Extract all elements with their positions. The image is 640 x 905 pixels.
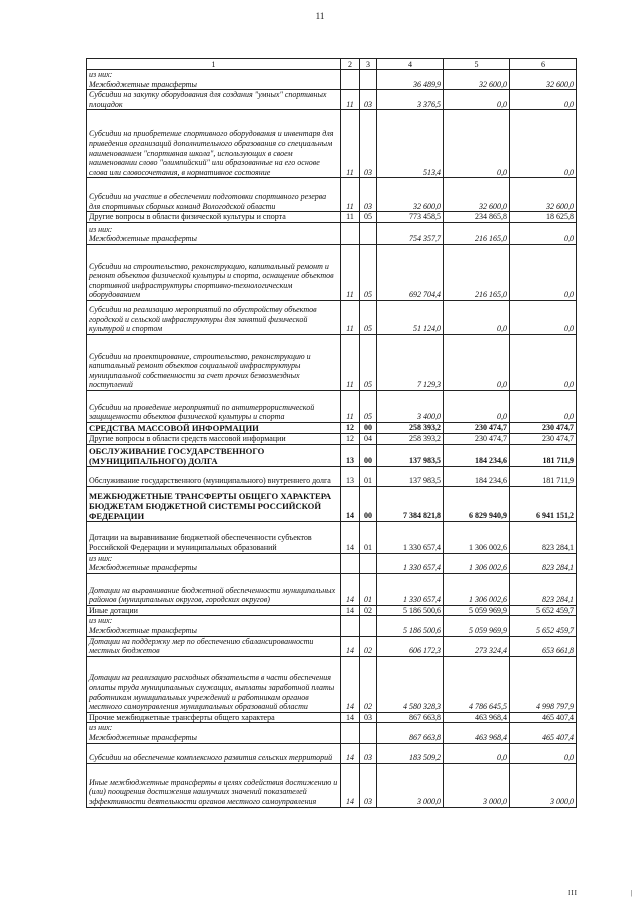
row-section-cell: 12 xyxy=(341,433,360,444)
row-subsection-cell: 05 xyxy=(360,244,377,300)
row-subsection-cell: 03 xyxy=(360,90,377,110)
row-section-cell: 11 xyxy=(341,300,360,334)
table-row xyxy=(87,573,577,605)
row-value-2025-cell: 32 600,0 xyxy=(510,178,577,212)
table-row xyxy=(87,390,577,422)
row-name-cell: из них: Межбюджетные трансферты xyxy=(87,723,341,743)
page-edge-mark: III xyxy=(568,889,578,897)
row-subsection-cell xyxy=(360,723,377,743)
row-subsection-cell xyxy=(360,616,377,636)
row-value-2025-cell: 0,0 xyxy=(510,244,577,300)
row-value-2025-cell: 32 600,0 xyxy=(510,70,577,90)
row-value-2024-cell: 6 829 940,9 xyxy=(444,486,510,521)
row-value-2024-cell: 463 968,4 xyxy=(444,723,510,743)
table-row xyxy=(87,300,577,334)
table-row xyxy=(87,616,577,636)
row-subsection-cell: 00 xyxy=(360,444,377,466)
row-section-cell: 14 xyxy=(341,486,360,521)
row-subsection-cell: 03 xyxy=(360,110,377,178)
row-subsection-cell: 03 xyxy=(360,743,377,763)
row-value-2025-cell: 0,0 xyxy=(510,334,577,390)
table-row xyxy=(87,636,577,656)
row-value-2025-cell: 0,0 xyxy=(510,743,577,763)
row-section-cell: 13 xyxy=(341,466,360,486)
row-section-cell: 11 xyxy=(341,90,360,110)
row-section-cell: 14 xyxy=(341,712,360,723)
row-value-2023-cell: 7 384 821,8 xyxy=(377,486,444,521)
row-section-cell xyxy=(341,222,360,244)
row-value-2023-cell: 137 983,5 xyxy=(377,466,444,486)
row-subsection-cell: 02 xyxy=(360,605,377,616)
row-value-2024-cell: 0,0 xyxy=(444,334,510,390)
row-section-cell: 14 xyxy=(341,605,360,616)
row-name-cell: из них: Межбюджетные трансферты xyxy=(87,222,341,244)
row-name-cell: Субсидии на закупку оборудования для создания "умных" спортивных площадок xyxy=(87,90,341,110)
row-section-cell: 14 xyxy=(341,743,360,763)
row-value-2024-cell: 230 474,7 xyxy=(444,433,510,444)
row-value-2025-cell: 0,0 xyxy=(510,390,577,422)
row-value-2023-cell: 1 330 657,4 xyxy=(377,573,444,605)
row-value-2025-cell: 5 652 459,7 xyxy=(510,616,577,636)
row-section-cell xyxy=(341,723,360,743)
row-subsection-cell: 00 xyxy=(360,486,377,521)
table-row xyxy=(87,553,577,573)
row-value-2025-cell: 0,0 xyxy=(510,110,577,178)
row-value-2023-cell: 258 393,2 xyxy=(377,433,444,444)
row-subsection-cell: 01 xyxy=(360,466,377,486)
row-value-2023-cell: 258 393,2 xyxy=(377,422,444,433)
row-value-2023-cell: 867 663,8 xyxy=(377,712,444,723)
row-subsection-cell: 01 xyxy=(360,521,377,553)
table-row xyxy=(87,244,577,300)
row-section-cell: 14 xyxy=(341,521,360,553)
row-value-2023-cell: 3 376,5 xyxy=(377,90,444,110)
row-name-cell: Дотации на выравнивание бюджетной обеспеченности субъектов Российской Федерации и муниципальных образований xyxy=(87,521,341,553)
row-value-2025-cell: 230 474,7 xyxy=(510,422,577,433)
row-value-2024-cell: 0,0 xyxy=(444,743,510,763)
row-value-2025-cell: 0,0 xyxy=(510,90,577,110)
row-value-2025-cell: 823 284,1 xyxy=(510,521,577,553)
table-row xyxy=(87,656,577,712)
row-name-cell: из них: Межбюджетные трансферты xyxy=(87,616,341,636)
row-subsection-cell xyxy=(360,70,377,90)
row-subsection-cell: 05 xyxy=(360,300,377,334)
row-value-2024-cell: 32 600,0 xyxy=(444,70,510,90)
row-subsection-cell: 03 xyxy=(360,712,377,723)
row-value-2025-cell: 0,0 xyxy=(510,222,577,244)
row-value-2024-cell: 0,0 xyxy=(444,300,510,334)
row-name-cell: Дотации на поддержку мер по обеспечению сбалансированности местных бюджетов xyxy=(87,636,341,656)
row-value-2023-cell: 5 186 500,6 xyxy=(377,605,444,616)
row-value-2024-cell: 4 786 645,5 xyxy=(444,656,510,712)
row-subsection-cell xyxy=(360,553,377,573)
row-value-2023-cell: 51 124,0 xyxy=(377,300,444,334)
row-name-cell: Субсидии на проведение мероприятий по антитеррористической защищенности объектов физической культуры и спорта xyxy=(87,390,341,422)
row-name-cell: Обслуживание государственного (муниципального) внутреннего долга xyxy=(87,466,341,486)
row-value-2024-cell: 234 865,8 xyxy=(444,212,510,223)
row-name-cell: Дотации на выравнивание бюджетной обеспеченности муниципальных районов (муниципальных округов, городских округов) xyxy=(87,573,341,605)
row-value-2023-cell: 867 663,8 xyxy=(377,723,444,743)
row-section-cell xyxy=(341,70,360,90)
row-value-2024-cell: 3 000,0 xyxy=(444,763,510,807)
page-edge-tick: | xyxy=(630,889,632,897)
row-value-2025-cell: 465 407,4 xyxy=(510,712,577,723)
table-row xyxy=(87,466,577,486)
page-number: 11 xyxy=(315,11,325,21)
row-section-cell: 11 xyxy=(341,334,360,390)
table-row xyxy=(87,110,577,178)
row-value-2025-cell: 4 998 797,9 xyxy=(510,656,577,712)
row-value-2023-cell: 773 458,5 xyxy=(377,212,444,223)
row-section-cell: 11 xyxy=(341,110,360,178)
row-value-2025-cell: 653 661,8 xyxy=(510,636,577,656)
table-row xyxy=(87,212,577,223)
row-value-2024-cell: 5 059 969,9 xyxy=(444,616,510,636)
row-name-cell: из них: Межбюджетные трансферты xyxy=(87,70,341,90)
table-row xyxy=(87,521,577,553)
row-value-2025-cell: 181 711,9 xyxy=(510,444,577,466)
row-value-2025-cell: 465 407,4 xyxy=(510,723,577,743)
row-value-2024-cell: 0,0 xyxy=(444,110,510,178)
row-subsection-cell: 05 xyxy=(360,390,377,422)
table-row xyxy=(87,605,577,616)
row-subsection-cell: 05 xyxy=(360,334,377,390)
table-row xyxy=(87,486,577,521)
row-value-2023-cell: 692 704,4 xyxy=(377,244,444,300)
row-section-cell: 11 xyxy=(341,178,360,212)
row-value-2025-cell: 823 284,1 xyxy=(510,553,577,573)
row-value-2023-cell: 7 129,3 xyxy=(377,334,444,390)
row-value-2025-cell: 181 711,9 xyxy=(510,466,577,486)
row-value-2023-cell: 513,4 xyxy=(377,110,444,178)
row-name-cell: из них: Межбюджетные трансферты xyxy=(87,553,341,573)
row-name-cell: Субсидии на приобретение спортивного оборудования и инвентаря для приведения организаций дополнительного образования со специальным наименованием "спортивная школа", использующих в своем наименовании слово "олимпийский" или образованные на его основе слова или словосочетания, в нормативное состояние xyxy=(87,110,341,178)
table-row xyxy=(87,334,577,390)
row-name-cell: Иные межбюджетные трансферты в целях содействия достижению и (или) поощрения достижения наилучших значений показателей эффективности деятельности органов местного самоуправления xyxy=(87,763,341,807)
table-row xyxy=(87,444,577,466)
row-name-cell: Субсидии на обеспечение комплексного развития сельских территорий xyxy=(87,743,341,763)
table-row xyxy=(87,763,577,807)
row-subsection-cell: 04 xyxy=(360,433,377,444)
row-name-cell: Субсидии на строительство, реконструкцию, капитальный ремонт и ремонт объектов физической культуры и спорта, оснащение объектов спортивной инфраструктуры спортивно-технологическим оборудованием xyxy=(87,244,341,300)
row-value-2023-cell: 32 600,0 xyxy=(377,178,444,212)
row-subsection-cell: 02 xyxy=(360,636,377,656)
table-row xyxy=(87,433,577,444)
row-section-cell: 14 xyxy=(341,763,360,807)
header-cell-3: 3 xyxy=(360,59,377,70)
row-value-2025-cell: 823 284,1 xyxy=(510,573,577,605)
row-name-cell: Прочие межбюджетные трансферты общего характера xyxy=(87,712,341,723)
row-value-2024-cell: 216 165,0 xyxy=(444,244,510,300)
row-value-2024-cell: 184 234,6 xyxy=(444,466,510,486)
row-section-cell: 13 xyxy=(341,444,360,466)
row-subsection-cell: 03 xyxy=(360,178,377,212)
header-cell-4: 4 xyxy=(377,59,444,70)
row-value-2023-cell: 3 400,0 xyxy=(377,390,444,422)
row-value-2024-cell: 0,0 xyxy=(444,90,510,110)
row-value-2023-cell: 36 489,9 xyxy=(377,70,444,90)
row-value-2025-cell: 3 000,0 xyxy=(510,763,577,807)
row-value-2023-cell: 1 330 657,4 xyxy=(377,553,444,573)
header-cell-2: 2 xyxy=(341,59,360,70)
row-value-2023-cell: 4 580 328,3 xyxy=(377,656,444,712)
row-value-2025-cell: 6 941 151,2 xyxy=(510,486,577,521)
budget-table xyxy=(86,58,577,808)
row-name-cell: Субсидии на проектирование, строительство, реконструкцию и капитальный ремонт объектов социальной инфраструктуры муниципальной собственности за счет прочих безвозмездных поступлений xyxy=(87,334,341,390)
table-row xyxy=(87,178,577,212)
row-name-cell: Иные дотации xyxy=(87,605,341,616)
row-value-2025-cell: 0,0 xyxy=(510,300,577,334)
row-value-2024-cell: 1 306 002,6 xyxy=(444,521,510,553)
header-cell-1: 1 xyxy=(87,59,341,70)
row-value-2023-cell: 1 330 657,4 xyxy=(377,521,444,553)
table-row xyxy=(87,422,577,433)
row-value-2023-cell: 5 186 500,6 xyxy=(377,616,444,636)
row-subsection-cell: 00 xyxy=(360,422,377,433)
row-section-cell xyxy=(341,553,360,573)
row-section-cell: 14 xyxy=(341,656,360,712)
header-cell-6: 6 xyxy=(510,59,577,70)
table-row xyxy=(87,723,577,743)
row-name-cell: Другие вопросы в области средств массовой информации xyxy=(87,433,341,444)
row-subsection-cell: 02 xyxy=(360,656,377,712)
row-section-cell: 14 xyxy=(341,636,360,656)
row-value-2024-cell: 32 600,0 xyxy=(444,178,510,212)
row-name-cell: Дотации на реализацию расходных обязательств в части обеспечения оплаты труда муниципальных служащих, выплаты заработной платы работникам муниципальных учреждений и работникам органов местного самоуправления муниципальных образований области xyxy=(87,656,341,712)
row-value-2025-cell: 18 625,8 xyxy=(510,212,577,223)
row-subsection-cell xyxy=(360,222,377,244)
row-value-2024-cell: 184 234,6 xyxy=(444,444,510,466)
row-name-cell: Субсидии на реализацию мероприятий по обустройству объектов городской и сельской инфраструктуры для занятий физической культурой и спортом xyxy=(87,300,341,334)
row-subsection-cell: 01 xyxy=(360,573,377,605)
row-value-2025-cell: 230 474,7 xyxy=(510,433,577,444)
row-value-2023-cell: 606 172,3 xyxy=(377,636,444,656)
row-value-2023-cell: 3 000,0 xyxy=(377,763,444,807)
row-section-cell: 11 xyxy=(341,212,360,223)
row-value-2024-cell: 0,0 xyxy=(444,390,510,422)
row-value-2023-cell: 754 357,7 xyxy=(377,222,444,244)
row-section-cell xyxy=(341,616,360,636)
row-name-cell: Субсидии на участие в обеспечении подготовки спортивного резерва для спортивных сборных команд Вологодской области xyxy=(87,178,341,212)
row-value-2023-cell: 137 983,5 xyxy=(377,444,444,466)
row-name-cell: СРЕДСТВА МАССОВОЙ ИНФОРМАЦИИ xyxy=(87,422,341,433)
row-section-cell: 14 xyxy=(341,573,360,605)
row-value-2024-cell: 273 324,4 xyxy=(444,636,510,656)
header-cell-5: 5 xyxy=(444,59,510,70)
row-value-2024-cell: 1 306 002,6 xyxy=(444,553,510,573)
row-section-cell: 12 xyxy=(341,422,360,433)
table-header-row xyxy=(87,59,577,70)
row-subsection-cell: 03 xyxy=(360,763,377,807)
row-value-2024-cell: 5 059 969,9 xyxy=(444,605,510,616)
row-value-2024-cell: 230 474,7 xyxy=(444,422,510,433)
table-row xyxy=(87,743,577,763)
row-name-cell: Другие вопросы в области физической культуры и спорта xyxy=(87,212,341,223)
row-value-2025-cell: 5 652 459,7 xyxy=(510,605,577,616)
table-row xyxy=(87,90,577,110)
row-value-2023-cell: 183 509,2 xyxy=(377,743,444,763)
row-section-cell: 11 xyxy=(341,390,360,422)
row-name-cell: ОБСЛУЖИВАНИЕ ГОСУДАРСТВЕННОГО (МУНИЦИПАЛЬНОГО) ДОЛГА xyxy=(87,444,341,466)
table-body xyxy=(87,70,577,808)
row-value-2024-cell: 1 306 002,6 xyxy=(444,573,510,605)
row-value-2024-cell: 463 968,4 xyxy=(444,712,510,723)
row-subsection-cell: 05 xyxy=(360,212,377,223)
table-row xyxy=(87,70,577,90)
row-name-cell: МЕЖБЮДЖЕТНЫЕ ТРАНСФЕРТЫ ОБЩЕГО ХАРАКТЕРА БЮДЖЕТАМ БЮДЖЕТНОЙ СИСТЕМЫ РОССИЙСКОЙ ФЕДЕРАЦИИ xyxy=(87,486,341,521)
row-value-2024-cell: 216 165,0 xyxy=(444,222,510,244)
row-section-cell: 11 xyxy=(341,244,360,300)
table-row xyxy=(87,222,577,244)
table-row xyxy=(87,712,577,723)
